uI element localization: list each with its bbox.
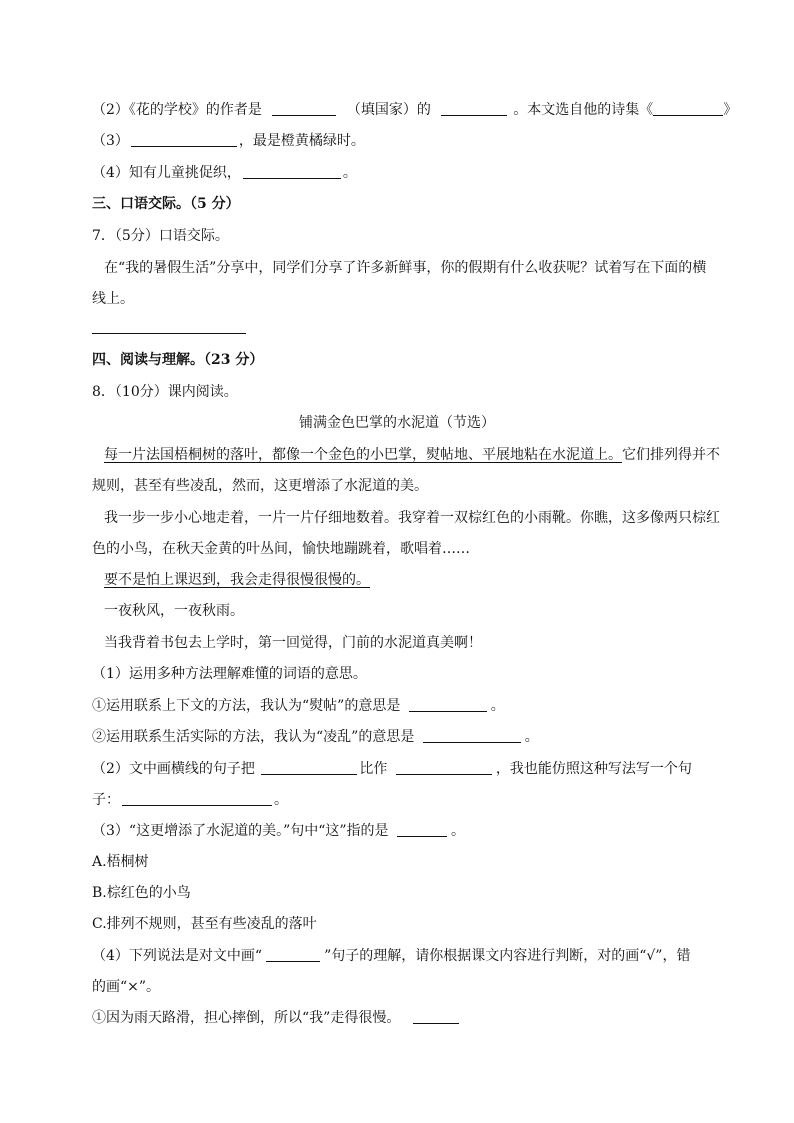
q8-sub2-text-b: 比作 — [359, 761, 388, 777]
option-C[interactable]: C.排列不规则，甚至有些凌乱的落叶 — [92, 916, 317, 932]
answer-blank-q3[interactable] — [397, 822, 447, 837]
q8-sub4-item1-text: ①因为雨天路滑，担心摔倒，所以“我”走得很慢。 — [92, 1010, 401, 1026]
answer-blank-collection[interactable] — [653, 101, 723, 116]
q8-sub4-item1 — [92, 1008, 459, 1028]
answer-blank-author[interactable] — [272, 101, 336, 116]
q8-sub3-text: （3）“这更增添了水泥道的美。”句中“这”指的是 — [92, 823, 389, 839]
answer-blank-imitation-sentence[interactable] — [122, 791, 272, 806]
passage-title: 铺满金色巴掌的水泥道（节选） — [299, 415, 495, 431]
answer-blank-poem-line-2[interactable] — [243, 164, 341, 179]
passage-paragraph-5: 当我背着书包去上学时，第一回觉得，门前的水泥道真美啊！ — [104, 635, 482, 651]
answer-blank-author-name[interactable] — [441, 101, 507, 116]
q6-item2-text-d: 》 — [723, 102, 738, 118]
answer-blank-q7[interactable] — [92, 319, 246, 334]
q6-item2-text-c: 。本文选自他的诗集《 — [513, 102, 654, 118]
q8-sub1-b — [92, 727, 539, 747]
q6-item3-text-b: ，最是橙黄橘绿时。 — [238, 133, 365, 149]
option-B[interactable]: B.棕红色的小鸟 — [92, 885, 191, 901]
q6-item2-text-a: （2）《花的学校》的作者是 — [92, 102, 262, 118]
answer-blank-poem-line[interactable] — [131, 132, 237, 147]
q8-sub2-text-a: （2）文中画横线的句子把 — [92, 761, 255, 777]
passage-paragraph-3 — [104, 570, 370, 590]
q8-sub2-line1 — [92, 759, 692, 779]
passage-paragraph-1-line1 — [104, 445, 720, 465]
q8-sub4-text-a: （4）下列说法是对文中画“ — [92, 948, 263, 964]
answer-blank-yutie[interactable] — [409, 697, 487, 712]
q8-title: 8．（10分）课内阅读。 — [92, 384, 238, 400]
period-4: 。 — [451, 823, 465, 839]
q7-title: 7．（5分）口语交际。 — [92, 228, 229, 244]
underlined-sentence-1: 每一片法国梧桐树的落叶，都像一个金色的小巴掌，熨帖地、平展地粘在水泥道上。 — [104, 447, 622, 463]
q6-item2 — [92, 100, 737, 120]
section-3-heading: 三、口语交际。（5 分） — [92, 196, 240, 212]
underline-marker-sample — [266, 947, 320, 962]
passage-paragraph-4: 一夜秋风，一夜秋雨。 — [104, 603, 244, 619]
q8-sub1: （1）运用多种方法理解难懂的词语的意思。 — [92, 666, 367, 682]
answer-blank-compared-thing[interactable] — [261, 760, 357, 775]
passage-paragraph-2-line2: 色的小鸟，在秋天金黄的叶丛间，愉快地蹦跳着，歌唱着…… — [92, 541, 470, 557]
q8-sub1-b-text: ②运用联系生活实际的方法，我认为“凌乱”的意思是 — [92, 729, 415, 745]
q8-sub4-text-b: ”句子的理解，请你根据课文内容进行判断，对的画“√”，错 — [324, 948, 691, 964]
period-3: 。 — [274, 792, 288, 808]
underlined-sentence-2: 要不是怕上课迟到，我会走得很慢很慢的。 — [104, 572, 370, 588]
q8-sub2-text-c: ，我也能仿照这种写法写一个句 — [495, 761, 692, 777]
q7-prompt-line1: 在“我的暑假生活”分享中，同学们分享了许多新鲜事，你的假期有什么收获呢？试着写在下面的横 — [104, 260, 707, 276]
q8-sub4-line1 — [92, 946, 690, 966]
passage-paragraph-2-line1: 我一步一步小心地走着，一片一片仔细地数着。我穿着一双棕红色的小雨靴。你瞧，这多像两只棕红 — [104, 510, 720, 526]
passage-p1-rest: 它们排列得并不 — [622, 447, 720, 463]
q6-item4 — [92, 163, 357, 183]
period-2: 。 — [524, 729, 539, 745]
q8-sub2-text-d: 子： — [92, 792, 120, 808]
q8-sub3 — [92, 821, 465, 841]
answer-blank-compared-to[interactable] — [396, 760, 492, 775]
period-1: 。 — [490, 698, 505, 714]
q8-sub1-a — [92, 696, 505, 716]
q7-answer-line[interactable] — [92, 318, 246, 338]
passage-paragraph-1-line2: 规则，甚至有些凌乱，然而，这更增添了水泥道的美。 — [92, 478, 428, 494]
q6-item4-text-b: 。 — [342, 165, 357, 181]
section-4-heading: 四、阅读与理解。（23 分） — [92, 352, 264, 368]
q7-prompt-line2: 线上。 — [92, 291, 134, 307]
q8-sub2-line2 — [92, 790, 288, 810]
q6-item2-text-b: （填国家）的 — [346, 102, 431, 118]
q6-item3 — [92, 131, 365, 151]
answer-blank-lingluan[interactable] — [423, 728, 521, 743]
q6-item3-text-a: （3） — [92, 133, 129, 149]
q8-sub4-line2: 的画“×”。 — [92, 979, 161, 995]
option-A[interactable]: A.梧桐树 — [92, 854, 149, 870]
q8-sub1-a-text: ①运用联系上下文的方法，我认为“熨帖”的意思是 — [92, 698, 401, 714]
q6-item4-text-a: （4）知有儿童挑促织， — [92, 165, 241, 181]
answer-blank-judgement-1[interactable] — [413, 1009, 459, 1024]
